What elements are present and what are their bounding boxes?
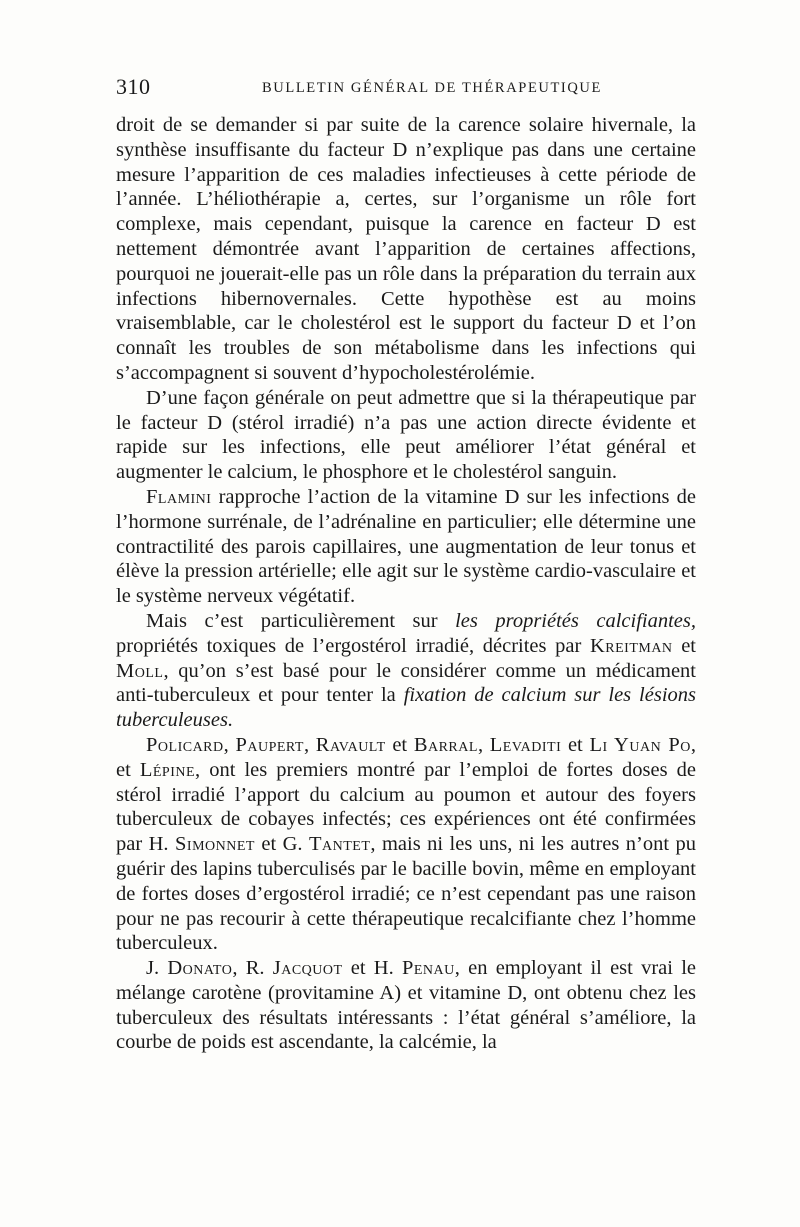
text-run: , en employant il est vrai le mélange carotène (provitamine A) et vitamine D, ont obtenu chez les tuberculeux des résultats intéressants : l’état général s’améliore, la courbe de poids est ascendante, la calcémie, la xyxy=(116,957,696,1054)
text-run: , ont les premiers montré par l’emploi de fortes doses de stérol irradié l’apport du calcium au poumon et autour des foyers tuberculeux de cobayes infectés; ces expériences ont été confirmées par H. xyxy=(116,758,696,856)
paragraph-text: D’une façon générale on peut admettre que si la thérapeutique par le facteur D (stérol irradié) n’a pas une action directe évidente et rapide sur les infections, elle peut améliorer l’état général et augmenter le calcium, le phosphore et le cholestérol sanguin. xyxy=(116,386,696,484)
paragraph-5 xyxy=(116,733,696,956)
text-run: et G. xyxy=(254,833,310,856)
author-name: Jacquot xyxy=(272,957,343,980)
paragraph-4 xyxy=(116,609,696,733)
author-name: Moll xyxy=(116,659,164,682)
page-number: 310 xyxy=(116,74,151,99)
author-name: Barral xyxy=(413,733,478,756)
italic-phrase: les propriétés calcifiantes, xyxy=(455,609,696,632)
text-run: et xyxy=(561,733,590,756)
paragraph-text: rapproche l’action de la vitamine D sur les infections de l’hormone surrénale, de l’adrénaline en particulier; elle détermine une contractilité des parois capillaires, une augmentation de leur tonus et élève la pression artérielle; elle agit sur le système cardio-vasculaire et le système nerveux végétatif. xyxy=(116,485,696,608)
text-run: , mais ni les uns, ni les autres n’ont pu guérir des lapins tuberculisés par le bacille bovin, même en employant de fortes doses d’ergostérol irradié; ce n’est cependant pas une raison pour ne pas recourir à cette thérapeutique recalcifiante chez l’homme tuberculeux. xyxy=(116,833,697,955)
text-run: Mais c’est particulièrement sur xyxy=(146,609,456,632)
paragraph-text: droit de se demander si par suite de la carence solaire hivernale, la synthèse insuffisante du facteur D n’explique pas dans une certaine mesure l’apparition de ces maladies infectieuses à cette période de l’année. L’héliothérapie a, certes, sur l’organisme un rôle fort complexe, mais cependant, puisque la carence en facteur D est nettement démontrée avant l’apparition de certaines affections, pourquoi ne jouerait-elle pas un rôle dans la préparation du terrain aux infections hibernovernales. Cette hypothèse est au moins vraisemblable, car le cholestérol est le support du facteur D et l’on connaît les troubles de son métabolisme dans les infections qui s’accompagnent si souvent d’hypocholestérolémie. xyxy=(116,114,696,384)
text-run: et xyxy=(385,733,414,756)
author-name: Ravault xyxy=(315,733,386,756)
author-name: Kreitman xyxy=(589,634,673,657)
author-name: Policard xyxy=(146,733,224,756)
author-name: Li Yuan Po xyxy=(589,733,691,756)
paragraph-2 xyxy=(116,386,696,485)
paragraph-1 xyxy=(116,113,696,386)
text-run: , xyxy=(303,733,316,756)
paragraph-6 xyxy=(116,956,696,1055)
author-name: Donato xyxy=(167,957,233,980)
page-header xyxy=(116,74,688,104)
text-run: , xyxy=(223,733,236,756)
author-name: Lépine xyxy=(139,758,196,781)
text-run: , R. xyxy=(232,957,273,980)
author-name: Levaditi xyxy=(489,733,562,756)
text-run: propriétés toxiques de l’ergostérol irradié, décrites par xyxy=(116,634,590,657)
author-name: Simonnet xyxy=(175,833,255,856)
text-run: et H. xyxy=(342,957,402,980)
text-run: , qu’on s’est basé pour le considérer comme un médicament anti-tuberculeux et pour tenter la xyxy=(116,659,696,707)
text-run: , et xyxy=(116,733,697,781)
author-name: Penau xyxy=(401,957,455,980)
author-name: Paupert xyxy=(235,733,304,756)
running-title: BULLETIN GÉNÉRAL DE THÉRAPEUTIQUE xyxy=(262,80,602,96)
author-name: Flamini xyxy=(146,485,212,508)
body-text xyxy=(116,113,696,1055)
text-run: et xyxy=(672,634,696,657)
author-name: Tantet xyxy=(309,833,371,856)
text-run: , xyxy=(477,733,490,756)
paragraph-3 xyxy=(116,485,696,609)
italic-phrase: fixation de calcium sur les lésions tuberculeuses. xyxy=(116,684,696,732)
text-run: J. xyxy=(146,957,168,980)
